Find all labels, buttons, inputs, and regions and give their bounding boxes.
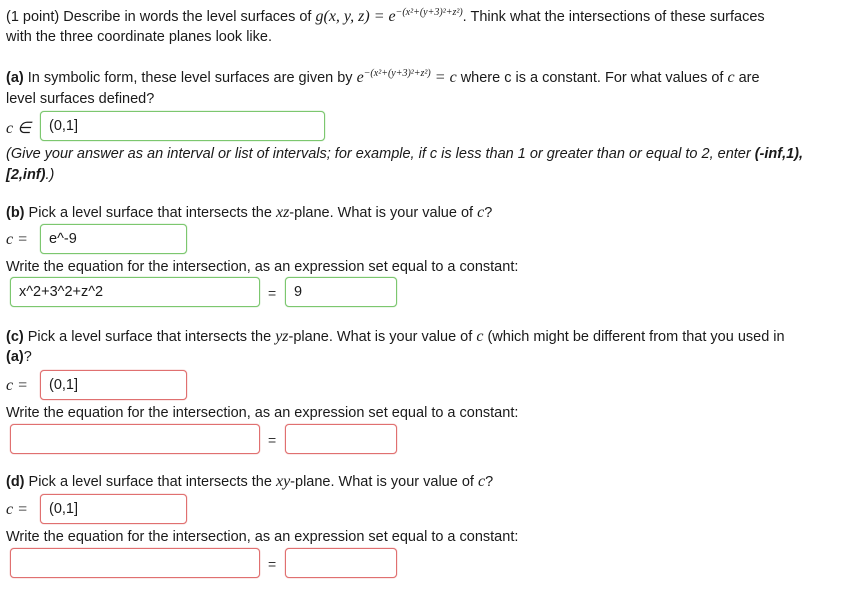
part-c-answer-label: c = [6,377,28,394]
part-c-equals-sign: = [268,432,277,448]
problem-intro: (1 point) Describe in words the level surfaces of g(x, y, $z) = e^{-(x^2+(y+3)^2+z^2)}$. Think what the intersections of these surfaces [6,7,765,25]
part-b-question: (b) Pick a level surface that intersects the xz-plane. What is your value of c? [6,204,493,221]
part-b-answer-field[interactable]: e^-9 [40,224,187,254]
part-c-lhs-field[interactable] [10,424,260,454]
part-d-answer-field[interactable]: (0,1] [40,494,187,524]
function-definition: g(x, y, z) = e [315,7,396,25]
part-c-answer-field[interactable]: (0,1] [40,370,187,400]
part-b-rhs-field[interactable]: 9 [285,277,397,307]
part-b-eq-prompt: Write the equation for the intersection, as an expression set equal to a constant: [6,259,519,275]
function-exponent: −(x²+(y+3)²+z²) [395,7,463,18]
part-d-rhs-field[interactable] [285,548,397,578]
part-d-question: (d) Pick a level surface that intersects the xy-plane. What is your value of c? [6,473,494,490]
part-a-hint: (Give your answer as an interval or list of intervals; for example, if c is less than 1 or greater than or equal to 2, enter (-inf,1), [6,146,804,162]
part-d-equals-sign: = [268,556,277,572]
part-b-equals-sign: = [268,285,277,301]
part-c-question-line2: (a)? [6,349,32,365]
part-a-answer-field[interactable]: (0,1] [40,111,325,141]
part-a-question: (a) In symbolic form, these level surfaces are given by $e^{-(x^2+(y+3)^2+z^2)} = c$ where c is a constant. For what values of c are [6,68,760,86]
part-b-answer-label: c = [6,231,28,248]
part-c-question: (c) Pick a level surface that intersects the yz-plane. What is your value of c (which might be different from that you used in [6,328,785,345]
part-d-lhs-field[interactable] [10,548,260,578]
part-a-question-line2: level surfaces defined? [6,91,155,107]
part-a-hint-line2: [2,inf).) [6,167,55,183]
part-b-lhs-field[interactable]: x^2+3^2+z^2 [10,277,260,307]
part-d-eq-prompt: Write the equation for the intersection, as an expression set equal to a constant: [6,529,519,545]
problem-intro-line2: with the three coordinate planes look like. [6,29,272,45]
part-c-rhs-field[interactable] [285,424,397,454]
part-a-answer-label: c ∈ [6,120,32,137]
part-d-answer-label: c = [6,501,28,518]
part-c-eq-prompt: Write the equation for the intersection, as an expression set equal to a constant: [6,405,519,421]
